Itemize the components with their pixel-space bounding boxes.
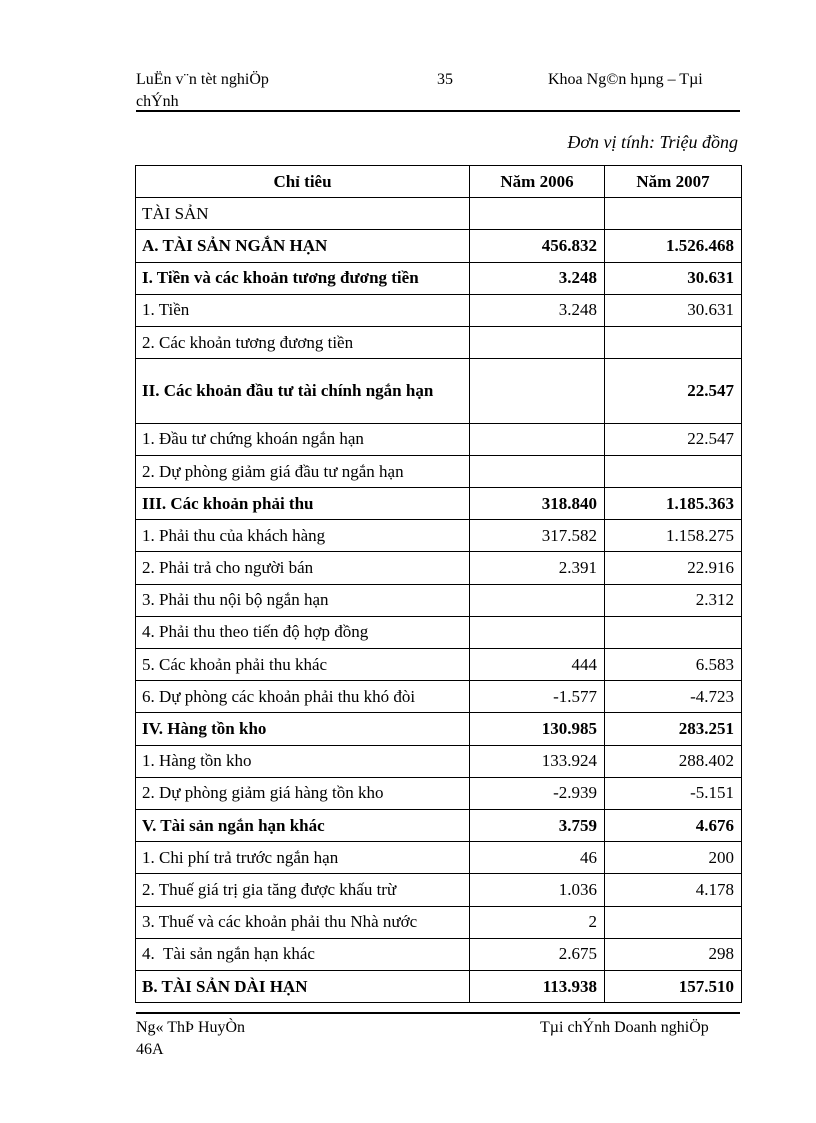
row-label: 2. Phải trả cho người bán: [136, 552, 470, 584]
value-2007: 22.547: [605, 423, 742, 455]
row-label: 3. Phải thu nội bộ ngắn hạn: [136, 584, 470, 616]
row-label: 1. Chi phí trả trước ngắn hạn: [136, 842, 470, 874]
value-2007: 2.312: [605, 584, 742, 616]
footer-left-line2: 46A: [136, 1041, 164, 1058]
value-2006: [470, 616, 605, 648]
table-row: [136, 616, 742, 648]
value-2007: 200: [605, 842, 742, 874]
value-2006: 444: [470, 649, 605, 681]
table-row: [136, 230, 742, 262]
value-2007: 283.251: [605, 713, 742, 745]
unit-note: Đơn vị tính: Triệu đồng: [567, 132, 738, 152]
value-2006: 318.840: [470, 488, 605, 520]
row-label: TÀI SẢN: [136, 198, 470, 230]
row-label: III. Các khoản phải thu: [136, 488, 470, 520]
table-row: [136, 681, 742, 713]
value-2007: 22.916: [605, 552, 742, 584]
balance-sheet-table: [135, 165, 742, 1003]
value-2006: 1.036: [470, 874, 605, 906]
footer-rule: [136, 1012, 740, 1014]
table-row: [136, 906, 742, 938]
col-header-2006: Năm 2006: [470, 166, 605, 198]
row-label: 4. Tài sản ngắn hạn khác: [136, 938, 470, 970]
table-row: [136, 874, 742, 906]
table-row: [136, 423, 742, 455]
table-row: [136, 970, 742, 1002]
table-row: [136, 326, 742, 358]
value-2007: 4.676: [605, 809, 742, 841]
value-2007: 288.402: [605, 745, 742, 777]
value-2006: [470, 584, 605, 616]
value-2006: -1.577: [470, 681, 605, 713]
value-2007: [605, 616, 742, 648]
value-2007: [605, 906, 742, 938]
table-row: [136, 262, 742, 294]
value-2007: [605, 198, 742, 230]
page-number: 35: [437, 71, 453, 88]
row-label: 6. Dự phòng các khoản phải thu khó đòi: [136, 681, 470, 713]
value-2006: [470, 359, 605, 424]
table-row: [136, 359, 742, 424]
value-2007: 4.178: [605, 874, 742, 906]
row-label: 2. Thuế giá trị gia tăng được khấu trừ: [136, 874, 470, 906]
value-2006: 133.924: [470, 745, 605, 777]
value-2006: 130.985: [470, 713, 605, 745]
header-right: Khoa Ng©n hµng – Tµi: [548, 71, 703, 88]
table-row: [136, 455, 742, 487]
value-2006: [470, 455, 605, 487]
row-label: 3. Thuế và các khoản phải thu Nhà nước: [136, 906, 470, 938]
row-label: 2. Các khoản tương đương tiền: [136, 326, 470, 358]
row-label: B. TÀI SẢN DÀI HẠN: [136, 970, 470, 1002]
header-left-line2: chÝnh: [136, 93, 179, 110]
value-2006: -2.939: [470, 777, 605, 809]
table-row: [136, 488, 742, 520]
table-row: [136, 552, 742, 584]
value-2007: [605, 455, 742, 487]
footer-left-line1: Ng« ThÞ HuyÒn: [136, 1019, 246, 1036]
value-2007: 30.631: [605, 262, 742, 294]
value-2007: 157.510: [605, 970, 742, 1002]
table-row: [136, 745, 742, 777]
value-2006: 3.248: [470, 262, 605, 294]
row-label: 1. Hàng tồn kho: [136, 745, 470, 777]
row-label: II. Các khoản đầu tư tài chính ngắn hạn: [136, 359, 470, 424]
value-2007: 298: [605, 938, 742, 970]
header-left-line1: LuËn v¨n tèt nghiÖp: [136, 71, 269, 88]
value-2007: -5.151: [605, 777, 742, 809]
value-2006: 2: [470, 906, 605, 938]
table-row: [136, 198, 742, 230]
table-row: [136, 842, 742, 874]
table-row: [136, 777, 742, 809]
row-label: 5. Các khoản phải thu khác: [136, 649, 470, 681]
value-2006: 3.248: [470, 294, 605, 326]
value-2006: 2.675: [470, 938, 605, 970]
value-2007: 22.547: [605, 359, 742, 424]
table-row: [136, 809, 742, 841]
row-label: A. TÀI SẢN NGẮN HẠN: [136, 230, 470, 262]
footer-right: Tµi chÝnh Doanh nghiÖp: [540, 1019, 709, 1036]
col-header-indicator: Chỉ tiêu: [136, 166, 470, 198]
value-2006: 317.582: [470, 520, 605, 552]
table-row: [136, 520, 742, 552]
value-2006: 2.391: [470, 552, 605, 584]
table-header-row: [136, 166, 742, 198]
row-label: V. Tài sản ngắn hạn khác: [136, 809, 470, 841]
value-2007: -4.723: [605, 681, 742, 713]
row-label: 1. Phải thu của khách hàng: [136, 520, 470, 552]
value-2007: [605, 326, 742, 358]
header-rule: [136, 110, 740, 112]
row-label: IV. Hàng tồn kho: [136, 713, 470, 745]
value-2007: 1.158.275: [605, 520, 742, 552]
row-label: 2. Dự phòng giảm giá hàng tồn kho: [136, 777, 470, 809]
row-label: 2. Dự phòng giảm giá đầu tư ngắn hạn: [136, 455, 470, 487]
value-2006: [470, 326, 605, 358]
table-row: [136, 938, 742, 970]
table-row: [136, 584, 742, 616]
row-label: 4. Phải thu theo tiến độ hợp đồng: [136, 616, 470, 648]
value-2007: 30.631: [605, 294, 742, 326]
value-2006: [470, 423, 605, 455]
value-2006: 113.938: [470, 970, 605, 1002]
value-2006: [470, 198, 605, 230]
table-row: [136, 713, 742, 745]
col-header-2007: Năm 2007: [605, 166, 742, 198]
value-2006: 46: [470, 842, 605, 874]
value-2007: 6.583: [605, 649, 742, 681]
row-label: 1. Tiền: [136, 294, 470, 326]
value-2006: 456.832: [470, 230, 605, 262]
value-2007: 1.526.468: [605, 230, 742, 262]
row-label: 1. Đầu tư chứng khoán ngắn hạn: [136, 423, 470, 455]
row-label: I. Tiền và các khoản tương đương tiền: [136, 262, 470, 294]
table-row: [136, 294, 742, 326]
value-2006: 3.759: [470, 809, 605, 841]
value-2007: 1.185.363: [605, 488, 742, 520]
table-row: [136, 649, 742, 681]
